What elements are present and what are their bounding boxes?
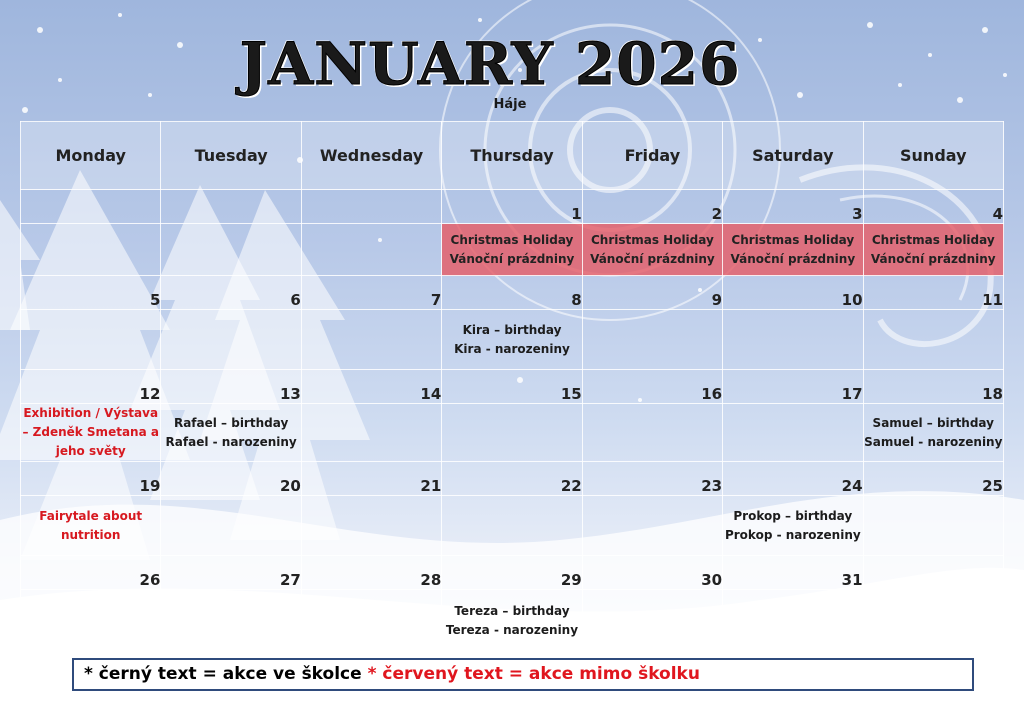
event-text-line: Tereza – birthday xyxy=(454,603,570,618)
event-text-line: – Zdeněk Smetana a xyxy=(22,425,159,439)
date-number: 11 xyxy=(863,276,1003,310)
event-text-line: Samuel – birthday xyxy=(872,415,994,430)
empty-event-cell xyxy=(21,590,161,652)
empty-date-cell xyxy=(863,556,1003,590)
date-number: 31 xyxy=(723,556,863,590)
date-number: 4 xyxy=(863,190,1003,224)
event-text-line: Vánoční prázdniny xyxy=(449,251,575,266)
date-number: 18 xyxy=(863,370,1003,404)
empty-event-cell xyxy=(21,224,161,276)
date-number: 24 xyxy=(723,462,863,496)
event-text-line: Vánoční prázdniny xyxy=(590,251,715,266)
date-number: 21 xyxy=(301,462,441,496)
event-cell xyxy=(21,496,161,556)
event-text-line: Vánoční prázdniny xyxy=(730,251,856,266)
event-text-line: Christmas Holiday xyxy=(590,232,714,247)
date-number: 20 xyxy=(161,462,301,496)
date-number: 1 xyxy=(442,190,582,224)
event-text-line: Samuel - narozeniny xyxy=(864,434,1003,449)
event-text-line: jeho světy xyxy=(55,444,126,458)
empty-event-cell xyxy=(161,310,301,370)
event-row xyxy=(21,496,1004,556)
date-number: 25 xyxy=(863,462,1003,496)
empty-event-cell xyxy=(863,310,1003,370)
event-text-line: Rafael – birthday xyxy=(173,415,289,430)
weekday-header: Wednesday xyxy=(301,122,441,190)
empty-event-cell xyxy=(723,404,863,462)
date-number: 30 xyxy=(582,556,722,590)
event-text-line: Fairytale about xyxy=(39,508,143,523)
empty-event-cell xyxy=(863,590,1003,652)
empty-event-cell xyxy=(301,496,441,556)
event-cell xyxy=(863,404,1003,462)
legend-red-text: * červený text = akce mimo školku xyxy=(367,664,700,684)
event-text-line: Vánoční prázdniny xyxy=(870,251,996,266)
date-row xyxy=(21,370,1004,404)
empty-event-cell xyxy=(301,310,441,370)
empty-event-cell xyxy=(301,404,441,462)
event-text-line: Kira – birthday xyxy=(462,322,562,337)
empty-event-cell xyxy=(301,590,441,652)
weekday-header: Friday xyxy=(582,122,722,190)
date-number: 16 xyxy=(582,370,722,404)
date-row xyxy=(21,462,1004,496)
event-text-line: Kira - narozeniny xyxy=(454,341,570,356)
date-row xyxy=(21,276,1004,310)
weekday-header: Monday xyxy=(21,122,161,190)
date-number: 17 xyxy=(723,370,863,404)
date-number: 15 xyxy=(442,370,582,404)
event-text-line: Prokop – birthday xyxy=(733,508,853,523)
date-number: 14 xyxy=(301,370,441,404)
date-number: 5 xyxy=(21,276,161,310)
event-text-line: nutrition xyxy=(60,527,121,542)
legend-black-text: * černý text = akce ve školce xyxy=(84,664,362,684)
weekday-header-row xyxy=(21,122,1004,190)
date-number: 13 xyxy=(161,370,301,404)
event-cell xyxy=(161,404,301,462)
event-row xyxy=(21,310,1004,370)
empty-date-cell xyxy=(21,190,161,224)
holiday-cell xyxy=(582,224,722,276)
empty-event-cell xyxy=(723,590,863,652)
event-row xyxy=(21,404,1004,462)
date-number: 23 xyxy=(582,462,722,496)
empty-event-cell xyxy=(582,590,722,652)
event-text-line: Christmas Holiday xyxy=(871,232,995,247)
empty-event-cell xyxy=(161,224,301,276)
date-number: 10 xyxy=(723,276,863,310)
empty-event-cell xyxy=(582,496,722,556)
calendar-grid xyxy=(20,121,1004,652)
holiday-cell xyxy=(863,224,1003,276)
date-number: 27 xyxy=(161,556,301,590)
empty-event-cell xyxy=(582,404,722,462)
date-row xyxy=(21,190,1004,224)
event-cell xyxy=(723,496,863,556)
empty-event-cell xyxy=(442,496,582,556)
event-cell xyxy=(21,404,161,462)
date-number: 2 xyxy=(582,190,722,224)
holiday-cell xyxy=(442,224,582,276)
date-number: 6 xyxy=(161,276,301,310)
event-text-line: Rafael - narozeniny xyxy=(165,434,297,449)
date-number: 19 xyxy=(21,462,161,496)
page-title: JANUARY 2026 xyxy=(239,30,741,98)
event-text-line: Exhibition / Výstava xyxy=(23,406,159,420)
weekday-header: Sunday xyxy=(863,122,1003,190)
date-number: 28 xyxy=(301,556,441,590)
empty-event-cell xyxy=(161,590,301,652)
holiday-cell xyxy=(723,224,863,276)
event-text-line: Christmas Holiday xyxy=(450,232,574,247)
event-cell xyxy=(442,590,582,652)
empty-event-cell xyxy=(161,496,301,556)
location-subtitle: Háje xyxy=(493,97,527,112)
empty-date-cell xyxy=(161,190,301,224)
date-number: 22 xyxy=(442,462,582,496)
date-number: 12 xyxy=(21,370,161,404)
empty-date-cell xyxy=(301,190,441,224)
legend-box xyxy=(72,658,974,691)
event-row xyxy=(21,590,1004,652)
empty-event-cell xyxy=(21,310,161,370)
event-row xyxy=(21,224,1004,276)
date-number: 8 xyxy=(442,276,582,310)
empty-event-cell xyxy=(442,404,582,462)
event-cell xyxy=(442,310,582,370)
date-number: 7 xyxy=(301,276,441,310)
date-number: 3 xyxy=(723,190,863,224)
event-text-line: Prokop - narozeniny xyxy=(724,527,861,542)
date-number: 29 xyxy=(442,556,582,590)
empty-event-cell xyxy=(582,310,722,370)
weekday-header: Tuesday xyxy=(161,122,301,190)
date-number: 9 xyxy=(582,276,722,310)
weekday-header: Thursday xyxy=(442,122,582,190)
empty-event-cell xyxy=(723,310,863,370)
event-text-line: Tereza - narozeniny xyxy=(445,622,579,637)
event-text-line: Christmas Holiday xyxy=(731,232,855,247)
empty-event-cell xyxy=(301,224,441,276)
empty-event-cell xyxy=(863,496,1003,556)
date-number: 26 xyxy=(21,556,161,590)
weekday-header: Saturday xyxy=(723,122,863,190)
date-row xyxy=(21,556,1004,590)
